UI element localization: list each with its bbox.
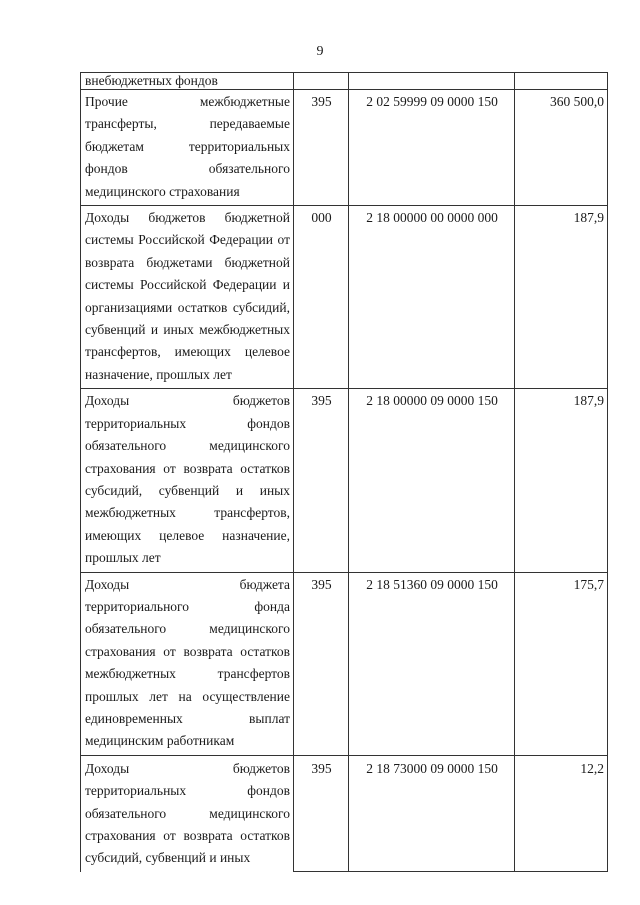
table-row — [81, 206, 608, 389]
budget-code-cell: 2 18 00000 09 0000 150 — [349, 389, 515, 572]
page-number: 9 — [316, 44, 324, 59]
admin-code-cell: 395 — [294, 90, 349, 206]
admin-code-cell: 395 — [294, 572, 349, 755]
admin-code-cell: 000 — [294, 206, 349, 389]
revenue-table — [80, 72, 608, 872]
admin-code-cell: 395 — [294, 389, 349, 572]
amount-cell — [515, 73, 608, 90]
budget-code-cell: 2 18 51360 09 0000 150 — [349, 572, 515, 755]
budget-code-cell: 2 02 59999 09 0000 150 — [349, 90, 515, 206]
admin-code-cell: 395 — [294, 755, 349, 872]
revenue-name-cell: внебюджетных фондов — [81, 73, 294, 90]
revenue-name-cell: Прочие межбюджетные трансферты, передаваемые бюджетам территориальных фондов обязательного медицинского страхования — [81, 90, 294, 206]
budget-code-cell — [349, 73, 515, 90]
budget-code-cell: 2 18 00000 00 0000 000 — [349, 206, 515, 389]
admin-code-cell — [294, 73, 349, 90]
table-row — [81, 755, 608, 872]
revenue-name-cell: Доходы бюджетов территориальных фондов обязательного медицинского страхования от возврата остатков субсидий, субвенций и иных — [81, 755, 294, 872]
amount-cell: 175,7 — [515, 572, 608, 755]
budget-code-cell: 2 18 73000 09 0000 150 — [349, 755, 515, 872]
amount-cell: 187,9 — [515, 389, 608, 572]
revenue-name-cell: Доходы бюджета территориального фонда обязательного медицинского страхования от возврата остатков межбюджетных трансфертов прошлых лет на осуществление единовременных выплат медицинским работникам — [81, 572, 294, 755]
amount-cell: 360 500,0 — [515, 90, 608, 206]
table-row — [81, 73, 608, 90]
table-row — [81, 90, 608, 206]
revenue-name-cell: Доходы бюджетов территориальных фондов обязательного медицинского страхования от возврата остатков субсидий, субвенций и иных межбюджетных трансфертов, имеющих целевое назначение, прошлых лет — [81, 389, 294, 572]
table-row — [81, 572, 608, 755]
amount-cell: 187,9 — [515, 206, 608, 389]
amount-cell: 12,2 — [515, 755, 608, 872]
table-row — [81, 389, 608, 572]
revenue-name-cell: Доходы бюджетов бюджетной системы Российской Федерации от возврата бюджетами бюджетной системы Российской Федерации и организациями остатков субсидий, субвенций и иных межбюджетных трансфертов, имеющих целевое назначение, прошлых лет — [81, 206, 294, 389]
